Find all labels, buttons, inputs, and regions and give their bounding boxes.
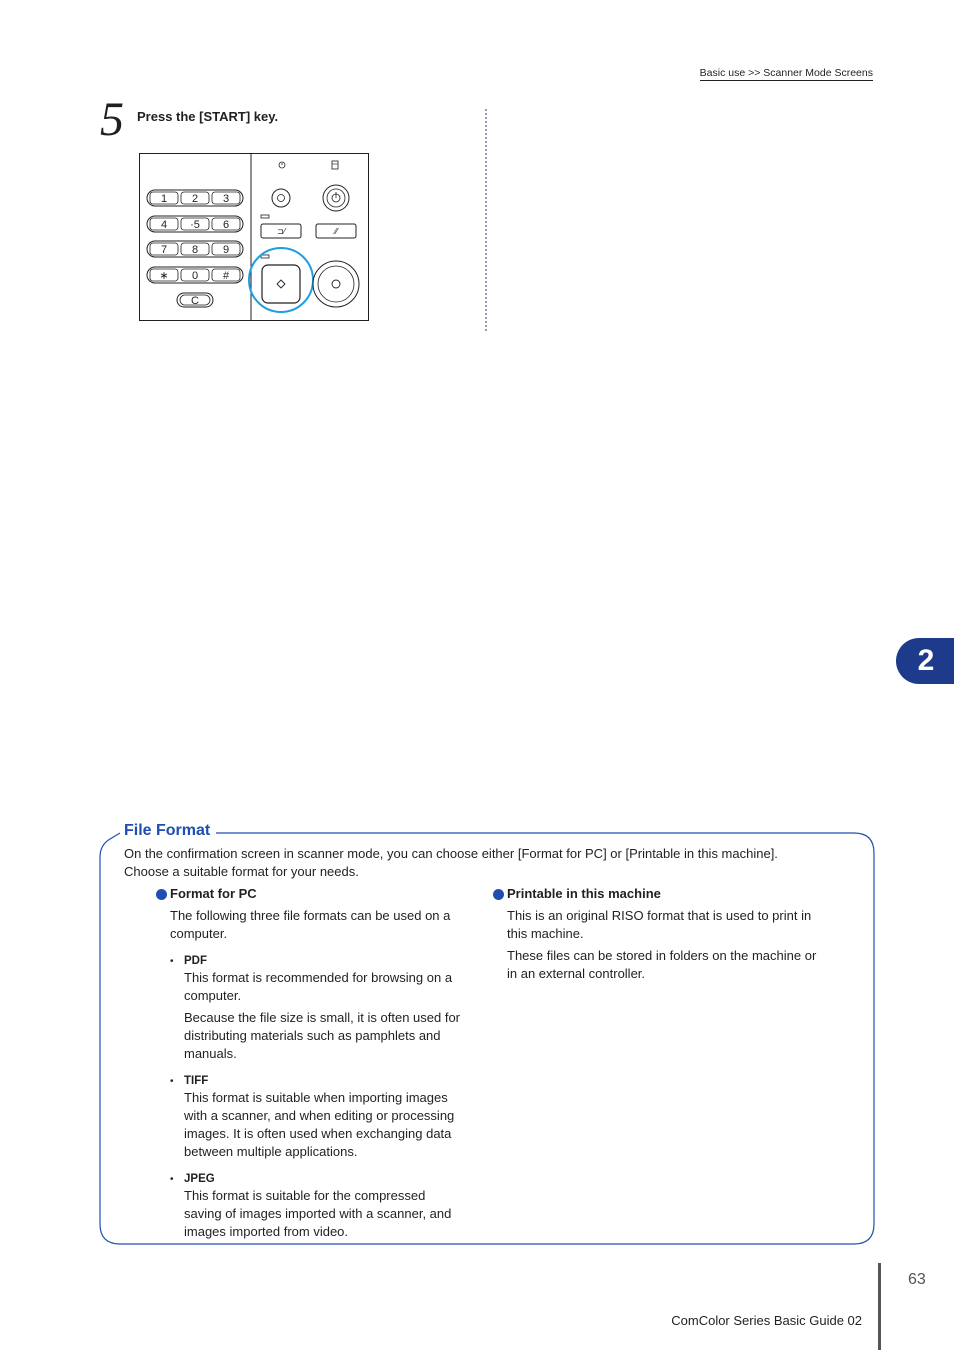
keypad-key-label: 0 <box>191 270 199 282</box>
keypad-key-clear: C <box>191 295 199 307</box>
operation-panel-illustration <box>139 153 369 321</box>
keypad-key-label: 1 <box>160 193 168 205</box>
wakeup-key <box>272 189 290 207</box>
keypad-key-label: 3 <box>222 193 230 205</box>
stop-key <box>313 261 359 307</box>
bullet-dot-icon: • <box>170 1174 174 1185</box>
keypad-key-label: ·5 <box>190 219 200 231</box>
printable-section <box>493 885 823 983</box>
svg-text:⁄⁄: ⁄⁄ <box>334 227 338 236</box>
bullet-circle-icon <box>493 889 504 900</box>
printable-heading: Printable in this machine <box>493 885 823 903</box>
bullet-dot-icon: • <box>170 1076 174 1087</box>
format-item-jpeg: • JPEG This format is suitable for the compressed saving of images imported with a scanner, and images imported from video. <box>170 1173 452 1239</box>
format-for-pc-description: The following three file formats can be used on a computer. <box>170 908 451 941</box>
page-number: 63 <box>908 1271 926 1288</box>
keypad-key-label: 2 <box>191 193 199 205</box>
keypad-key-label: 6 <box>222 219 230 231</box>
step-number: 5 <box>100 93 124 146</box>
printable-storage-note: These files can be stored in folders on the machine or in an external controller. <box>507 948 817 981</box>
keypad-key-label: # <box>222 270 230 282</box>
step-instruction: Press the [START] key. <box>137 109 279 124</box>
format-for-pc-section <box>156 885 466 1241</box>
chapter-tab[interactable]: 2 <box>896 638 954 684</box>
footer-bar <box>878 1263 881 1350</box>
format-for-pc-heading: Format for PC <box>156 885 466 903</box>
bullet-dot-icon: • <box>170 956 174 967</box>
keypad-key-label: 7 <box>160 244 168 256</box>
power-key <box>323 185 349 211</box>
keypad-key-label: ∗ <box>159 270 169 282</box>
format-item-tiff: • TIFF This format is suitable when importing images with a scanner, and when editing or processing images. It is often used when exchanging data between multiple applications. <box>170 1075 455 1159</box>
format-item-pdf: • PDF This format is recommended for browsing on a computer. Because the file size is small, it is often used for distributing materials such as pamphlets and manuals. <box>170 955 461 1061</box>
bullet-circle-icon <box>156 889 167 900</box>
printable-description: This is an original RISO format that is used to print in this machine. <box>507 908 812 941</box>
guide-title: ComColor Series Basic Guide 02 <box>671 1313 862 1328</box>
svg-text:⊐⁄: ⊐⁄ <box>276 227 286 236</box>
keypad-key-label: 4 <box>160 219 168 231</box>
file-format-title: File Format <box>124 822 216 840</box>
keypad-key-label: 9 <box>222 244 230 256</box>
interrupt-key <box>261 224 301 238</box>
breadcrumb[interactable]: Basic use >> Scanner Mode Screens <box>699 67 873 79</box>
column-divider <box>485 109 487 331</box>
reset-key <box>316 224 356 238</box>
start-key <box>262 265 300 303</box>
file-format-intro: On the confirmation screen in scanner mode, you can choose either [Format for PC] or [Printable in this machine]. Choose a suitable format for your needs. <box>124 846 778 879</box>
keypad-key-label: 8 <box>191 244 199 256</box>
